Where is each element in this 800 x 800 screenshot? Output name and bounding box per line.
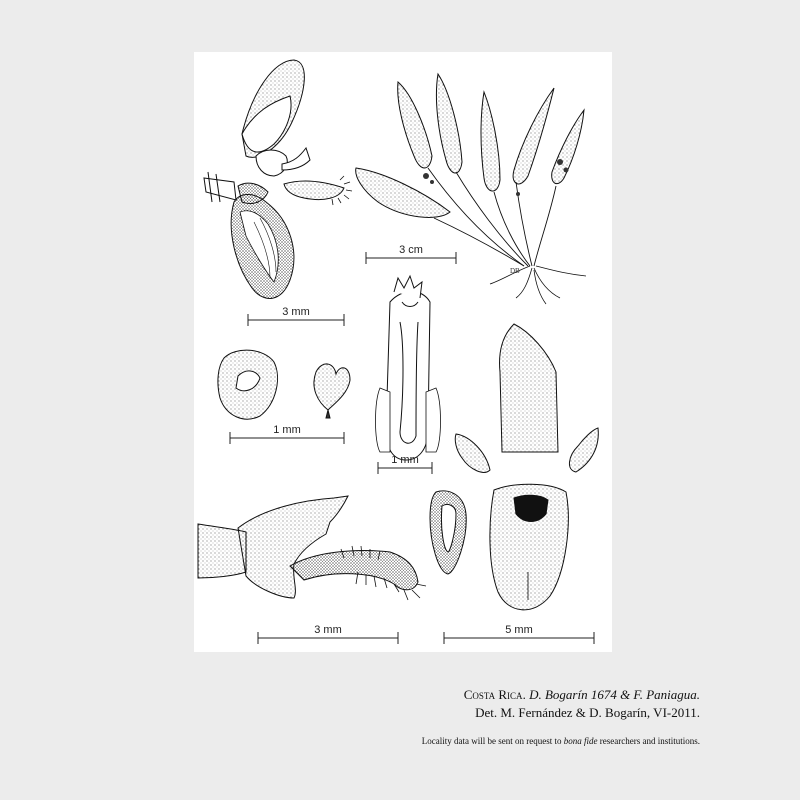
anther-and-pollinia: [218, 350, 350, 419]
collector: D. Bogarín 1674 & F. Paniagua.: [529, 687, 700, 702]
note-text-end: researchers and institutions.: [597, 736, 700, 746]
note-text-italic: bona fide: [563, 736, 598, 746]
scale-label-habit: 3 cm: [399, 244, 423, 256]
botanical-illustration-plate: [194, 52, 612, 652]
column-ventral-view: [376, 276, 441, 460]
scale-label-perianth: 5 mm: [505, 624, 533, 636]
artist-initials: DB: [510, 267, 520, 275]
scale-label-anther: 1 mm: [273, 424, 301, 436]
country: Costa Rica: [463, 687, 523, 702]
scale-label-flower: 3 mm: [282, 306, 310, 318]
dissected-perianth: [430, 324, 598, 610]
flower-lateral-view: [204, 60, 352, 298]
locality-note: [422, 736, 700, 746]
plant-habit: [356, 74, 586, 304]
column-and-lip-lateral: [198, 496, 426, 600]
note-text-start: Locality data will be sent on request to: [421, 736, 564, 746]
collection-line: Costa Rica. D. Bogarín 1674 & F. Paniagua.: [463, 687, 700, 702]
scale-label-lip-side: 3 mm: [314, 624, 342, 636]
specimen-caption: [464, 686, 700, 722]
determination-line: Det. M. Fernández & D. Bogarín, VI-2011.: [475, 705, 700, 720]
plate-drawing: [194, 52, 612, 652]
scale-label-column: 1 mm: [391, 454, 419, 466]
